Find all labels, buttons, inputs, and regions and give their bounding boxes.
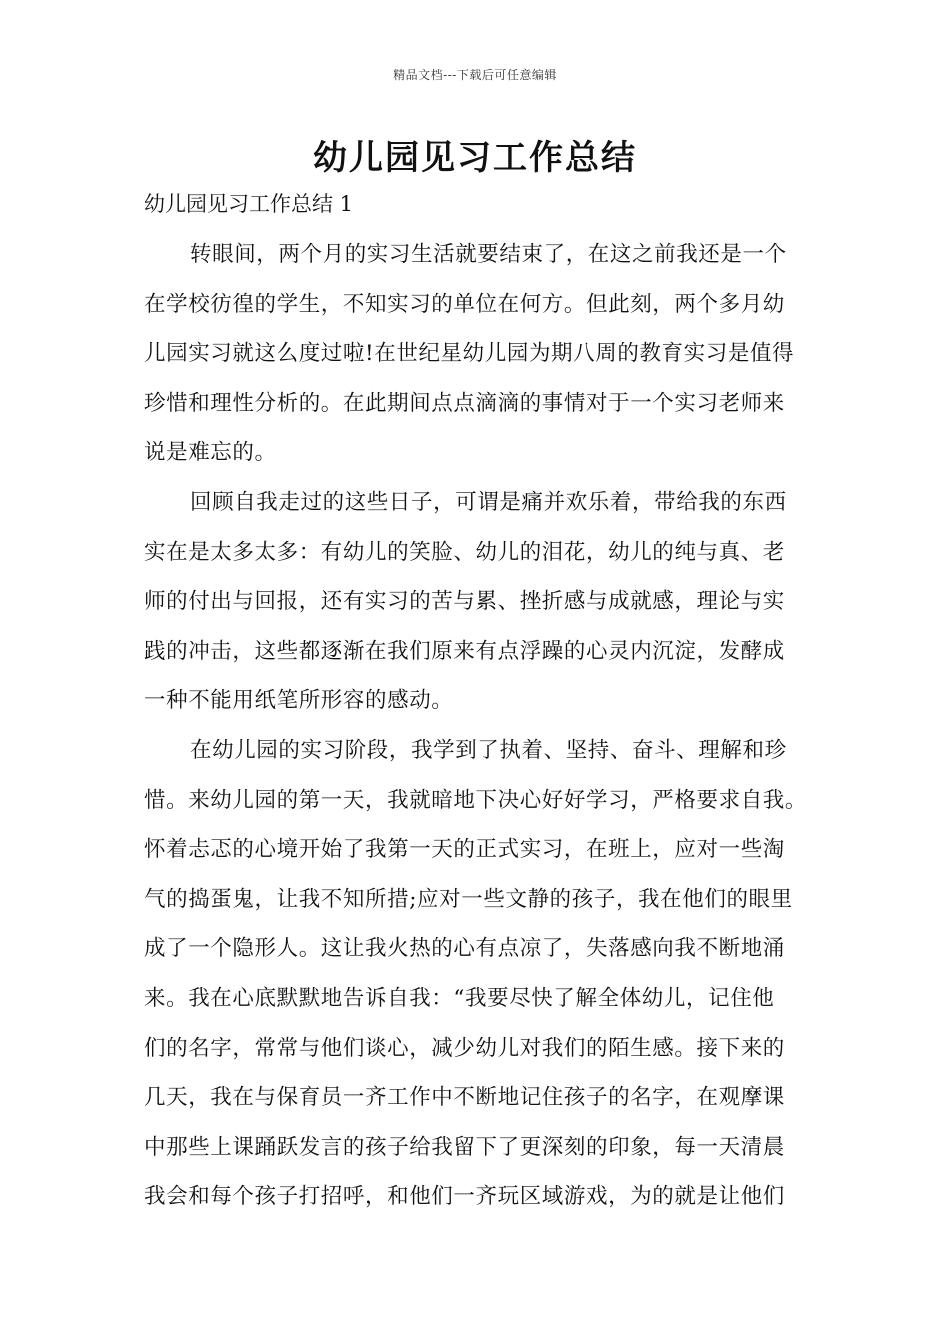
paragraph-3-line-3: 怀着忐忑的心境开始了我第一天的正式实习，在班上，应对一些淘: [144, 837, 785, 863]
document-body: [144, 230, 806, 1222]
paragraph-3-line-6: 来。我在心底默默地告诉自我：“我要尽快了解全体幼儿，记住他: [144, 985, 775, 1011]
paragraph-1-line-5: 说是难忘的。: [144, 440, 277, 466]
paragraph-2-line-1: 回顾自我走过的这些日子，可谓是痛并欢乐着，带给我的东西: [190, 489, 787, 515]
paragraph-3-line-2: 惜。来幼儿园的第一天，我就暗地下决心好好学习，严格要求自我。: [144, 787, 808, 813]
paragraph-3-line-7: 们的名字，常常与他们谈心，减少幼儿对我们的陌生感。接下来的: [144, 1035, 785, 1061]
paragraph-3-line-9: 中那些上课踊跃发言的孩子给我留下了更深刻的印象，每一天清晨: [144, 1134, 785, 1160]
paragraph-2-line-2: 实在是太多太多：有幼儿的笑脸、幼儿的泪花，幼儿的纯与真、老: [144, 539, 785, 565]
paragraph-1-line-3: 儿园实习就这么度过啦!在世纪星幼儿园为期八周的教育实习是值得: [144, 341, 795, 367]
paragraph-3-line-1: 在幼儿园的实习阶段，我学到了执着、坚持、奋斗、理解和珍: [190, 737, 787, 763]
section-subtitle: 幼儿园见习工作总结 1: [144, 192, 354, 216]
paragraph-3-line-10: 我会和每个孩子打招呼，和他们一齐玩区域游戏，为的就是让他们: [144, 1184, 785, 1210]
paragraph-2-line-4: 践的冲击，这些都逐渐在我们原来有点浮躁的心灵内沉淀，发酵成: [144, 638, 785, 664]
paragraph-2-line-3: 师的付出与回报，还有实习的苦与累、挫折感与成就感，理论与实: [144, 589, 785, 615]
paragraph-2-line-5: 一种不能用纸笔所形容的感动。: [144, 688, 454, 714]
header-note: 精品文档---下载后可任意编辑: [393, 68, 557, 82]
paragraph-1-line-1: 转眼间，两个月的实习生活就要结束了，在这之前我还是一个: [190, 242, 787, 267]
document-title: 幼儿园见习工作总结: [313, 138, 637, 178]
paragraph-3-line-5: 成了一个隐形人。这让我火热的心有点凉了，失落感向我不断地涌: [144, 936, 785, 962]
paragraph-1-line-2: 在学校彷徨的学生，不知实习的单位在何方。但此刻，两个多月幼: [144, 291, 785, 317]
paragraph-3-line-8: 几天，我在与保育员一齐工作中不断地记住孩子的名字，在观摩课: [144, 1085, 785, 1111]
paragraph-3-line-4: 气的捣蛋鬼，让我不知所措;应对一些文静的孩子，我在他们的眼里: [144, 886, 793, 912]
paragraph-1-line-4: 珍惜和理性分析的。在此期间点点滴滴的事情对于一个实习老师来: [144, 390, 785, 416]
